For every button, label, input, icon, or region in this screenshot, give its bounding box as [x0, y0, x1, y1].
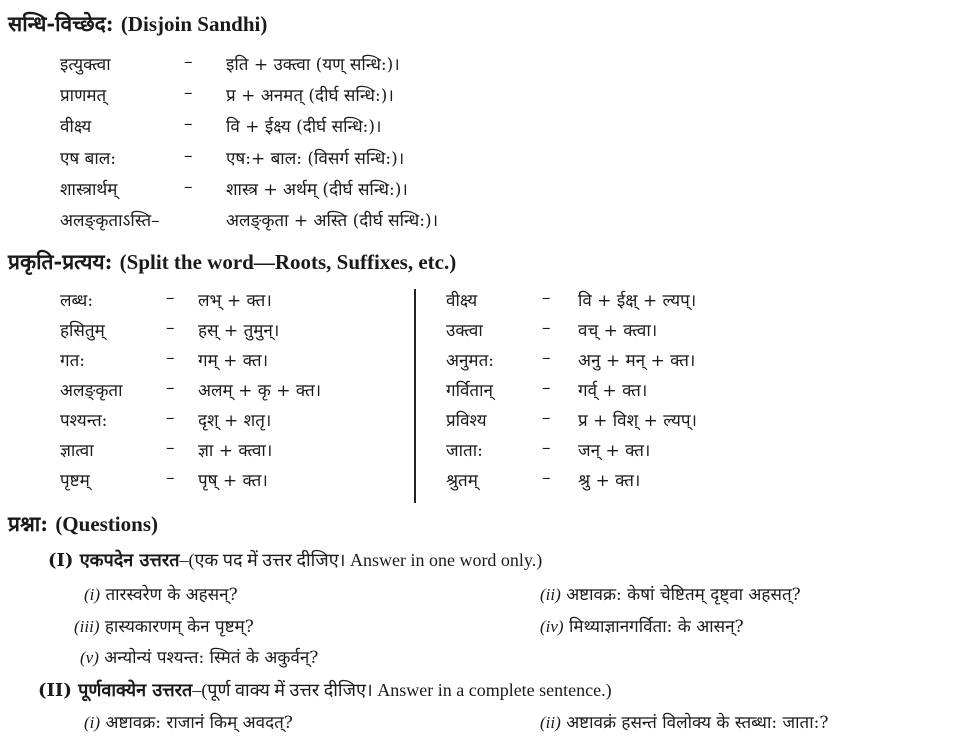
sandhi-split: एष:+ बाल: (विसर्ग सन्धि:)।: [226, 149, 405, 169]
sandhi-split: अलङ्कृता + अस्ति (दीर्घ सन्धि:)।: [226, 211, 439, 231]
question-item: [84, 710, 293, 733]
part-two-instruction: –(पूर्ण वाक्य में उत्तर दीजिए। Answer in a complete sentence.): [192, 680, 612, 700]
part-one-heading: [48, 548, 542, 572]
root-split: अनु + मन् + क्त।: [578, 351, 696, 371]
root-dash: –: [542, 288, 551, 308]
root-dash: –: [542, 348, 551, 368]
root-word: उक्त्वा: [446, 321, 483, 341]
root-word: वीक्ष्य: [446, 291, 478, 311]
root-dash: –: [542, 318, 551, 338]
sandhi-word: अलङ्कृताऽस्ति–: [60, 211, 160, 231]
root-dash: –: [542, 468, 551, 488]
root-split: अलम् + कृ + क्त।: [198, 381, 322, 401]
question-number: (i): [84, 713, 101, 732]
question-item: [540, 582, 801, 605]
root-dash: –: [542, 378, 551, 398]
part-two-label: (II) पूर्णवाक्येन उत्तरत: [38, 680, 193, 701]
sandhi-split: इति + उक्त्वा (यण् सन्धि:)।: [226, 55, 400, 75]
part-one-instruction: –(एक पद में उत्तर दीजिए। Answer in one word only.): [179, 550, 543, 570]
question-item: [84, 582, 238, 605]
root-dash: –: [166, 318, 175, 338]
root-dash: –: [166, 438, 175, 458]
root-split: वच् + क्त्वा।: [578, 321, 658, 341]
questions-heading: [8, 510, 158, 538]
root-split: गम् + क्त।: [198, 351, 269, 371]
sandhi-dash: –: [184, 114, 193, 134]
root-dash: –: [166, 378, 175, 398]
root-split: दृश् + शतृ।: [198, 411, 272, 431]
root-split: ज्ञा + क्त्वा।: [198, 441, 273, 461]
root-word: प्रविश्य: [446, 411, 487, 431]
root-word: पश्यन्त:: [60, 411, 108, 431]
question-text: तारस्वरेण के अहसन्?: [105, 585, 238, 605]
column-divider: [414, 289, 416, 503]
sandhi-split: वि + ईक्ष्य (दीर्घ सन्धि:)।: [226, 117, 382, 137]
sandhi-dash: –: [184, 83, 193, 103]
sandhi-word: शास्त्रार्थम्: [60, 180, 118, 200]
sandhi-heading-english: (Disjoin Sandhi): [120, 12, 268, 36]
sandhi-dash: –: [184, 177, 193, 197]
question-text: अष्टावक्र: राजानं किम् अवदत्?: [105, 713, 293, 733]
sandhi-split: प्र + अनमत् (दीर्घ सन्धि:)।: [226, 86, 394, 106]
root-split: हस् + तुमुन्।: [198, 321, 280, 341]
questions-heading-hindi: प्रश्ना:: [8, 511, 48, 536]
root-dash: –: [166, 408, 175, 428]
sandhi-split: शास्त्र + अर्थम् (दीर्घ सन्धि:)।: [226, 180, 408, 200]
question-item: [74, 614, 254, 637]
question-number: (i): [84, 585, 101, 604]
sandhi-word: वीक्ष्य: [60, 117, 92, 137]
question-text: मिथ्याज्ञानगर्विता: के आसन्?: [569, 617, 744, 637]
root-dash: –: [166, 468, 175, 488]
root-word: गत:: [60, 351, 85, 371]
root-word: हसितुम्: [60, 321, 105, 341]
question-item: [540, 614, 744, 637]
sandhi-dash: –: [184, 52, 193, 72]
root-word: ज्ञात्वा: [60, 441, 94, 461]
root-word: जाता:: [446, 441, 483, 461]
question-number: (ii): [540, 585, 561, 604]
root-word: श्रुतम्: [446, 471, 478, 491]
part-one-label: (I) एकपदेन उत्तरत: [48, 550, 180, 571]
sandhi-dash: –: [184, 146, 193, 166]
root-dash: –: [542, 408, 551, 428]
root-split: गर्व् + क्त।: [578, 381, 648, 401]
prakriti-heading-hindi: प्रकृति-प्रत्यय:: [8, 249, 113, 274]
root-split: पृष् + क्त।: [198, 471, 268, 491]
sandhi-word: एष बाल:: [60, 149, 116, 169]
question-number: (iv): [540, 617, 564, 636]
root-dash: –: [166, 288, 175, 308]
prakriti-heading-english: (Split the word—Roots, Suffixes, etc.): [119, 250, 457, 274]
question-text: अष्टावक्रं हसन्तं विलोक्य के स्तब्धा: जाता:?: [566, 713, 829, 733]
root-word: अनुमत:: [446, 351, 495, 371]
question-item: [80, 645, 318, 668]
root-dash: –: [542, 438, 551, 458]
root-split: लभ् + क्त।: [198, 291, 272, 311]
prakriti-heading: [8, 248, 456, 276]
root-word: गर्वितान्: [446, 381, 493, 401]
root-word: अलङ्कृता: [60, 381, 123, 401]
question-text: हास्यकारणम् केन पृष्टम्?: [104, 617, 254, 637]
question-item: [540, 710, 828, 733]
question-number: (iii): [74, 617, 100, 636]
sandhi-word: इत्युक्त्वा: [60, 55, 111, 75]
sandhi-word: प्राणमत्: [60, 86, 107, 106]
question-number: (ii): [540, 713, 561, 732]
root-split: जन् + क्त।: [578, 441, 651, 461]
question-text: अष्टावक्र: केषां चेष्टितम् दृष्ट्वा अहसत्?: [566, 585, 801, 605]
root-dash: –: [166, 348, 175, 368]
questions-heading-english: (Questions): [55, 512, 158, 536]
root-split: श्रु + क्त।: [578, 471, 641, 491]
root-word: लब्ध:: [60, 291, 94, 311]
part-two-heading: [38, 678, 612, 702]
root-word: पृष्टम्: [60, 471, 90, 491]
sandhi-heading: [8, 10, 267, 38]
root-split: वि + ईक्ष् + ल्यप्।: [578, 291, 697, 311]
question-number: (v): [80, 648, 99, 667]
root-split: प्र + विश् + ल्यप्।: [578, 411, 697, 431]
question-text: अन्योन्यं पश्यन्त: स्मितं के अकुर्वन्?: [104, 648, 319, 668]
sandhi-heading-hindi: सन्धि-विच्छेद:: [8, 11, 114, 36]
